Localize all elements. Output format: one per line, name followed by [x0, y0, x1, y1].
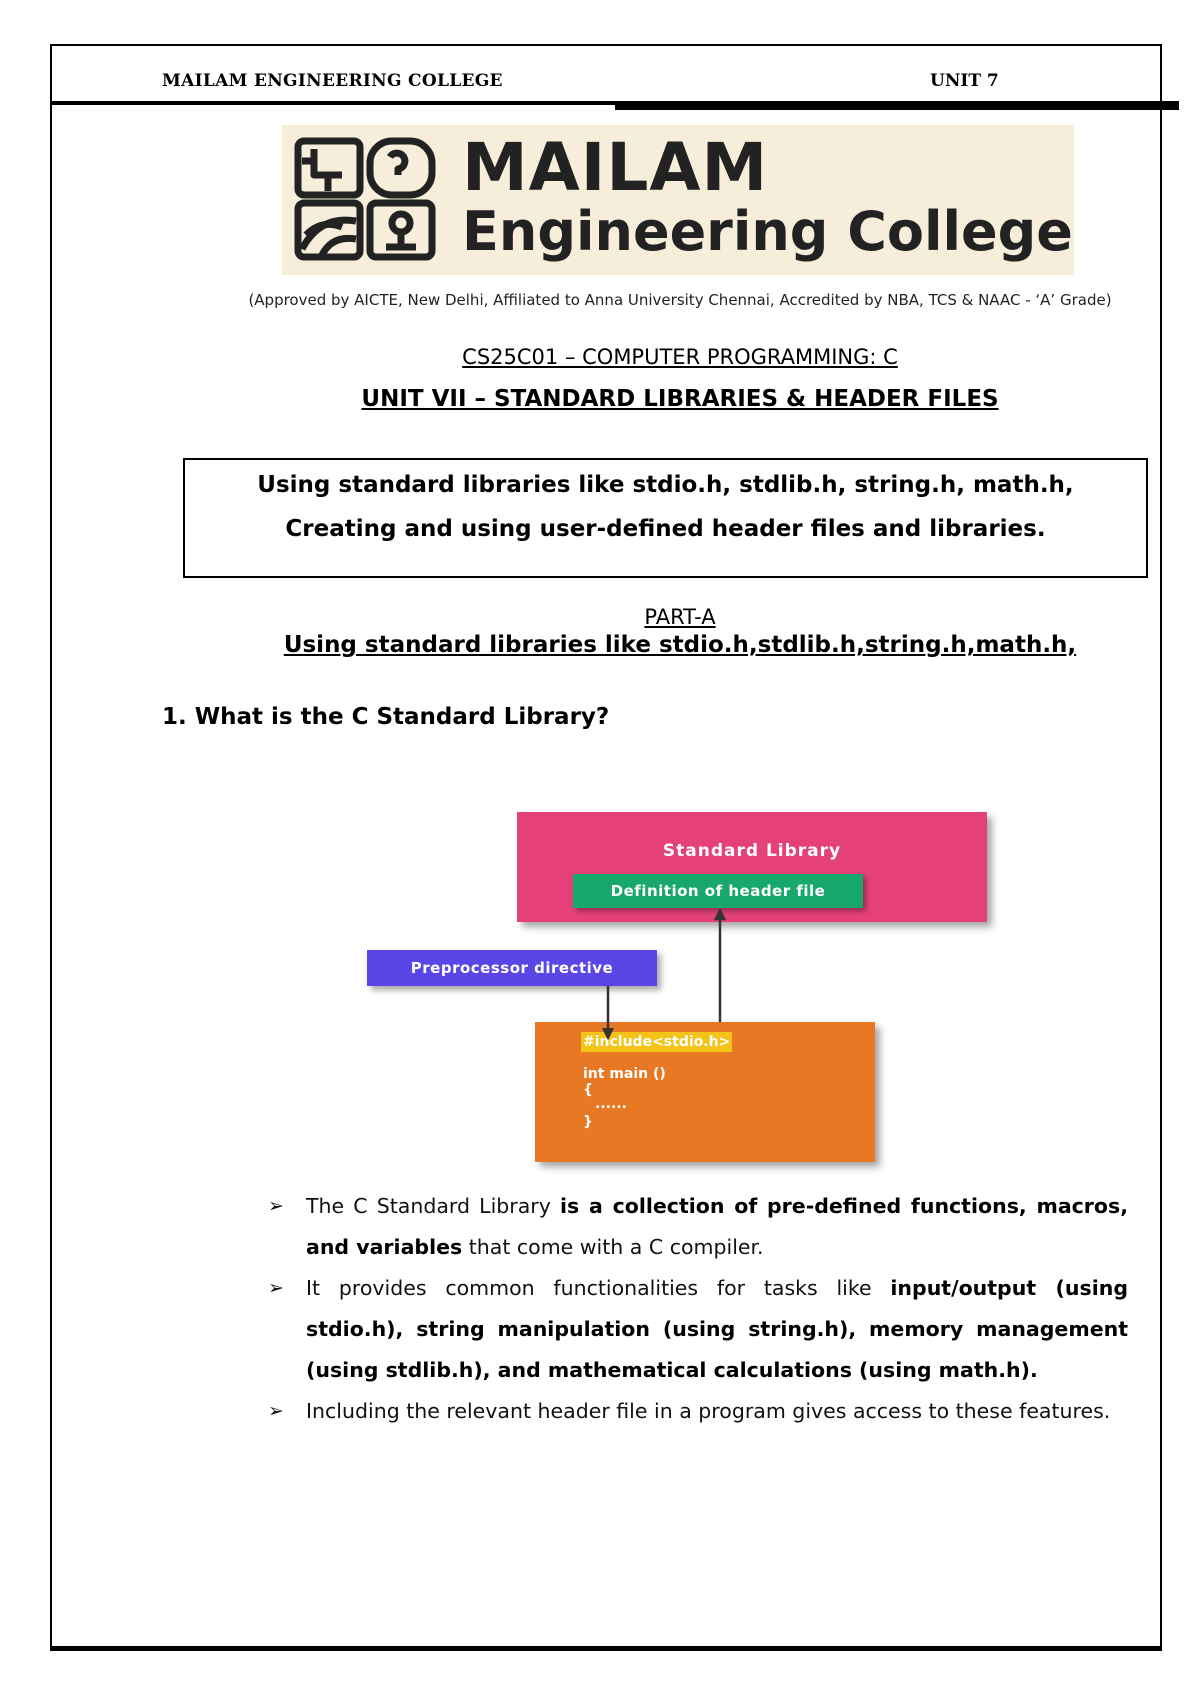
code-main-line: int main () — [583, 1066, 666, 1082]
bullet-text: The C Standard Library — [306, 1194, 560, 1218]
bullet-text: It provides common functionalities for tasks like — [306, 1276, 891, 1300]
footer-rule — [50, 1646, 1162, 1651]
standard-library-label: Standard Library — [662, 841, 842, 861]
logo-wordmark-line2: Engineering College — [462, 200, 1073, 263]
unit-title: UNIT VII – STANDARD LIBRARIES & HEADER FILES — [361, 386, 999, 412]
code-close-brace: } — [583, 1114, 593, 1130]
college-logo — [282, 125, 1074, 275]
header-college-name: MAILAM ENGINEERING COLLEGE — [162, 71, 503, 91]
bullet-text: that come with a C compiler. — [462, 1235, 764, 1259]
arrowhead-bullet-icon: ➢ — [268, 1195, 284, 1217]
header-unit: UNIT 7 — [930, 71, 999, 91]
header-file-diagram — [360, 808, 1000, 1168]
bullet-item — [268, 1391, 1128, 1432]
code-open-brace: { — [583, 1082, 593, 1098]
bullet-emphasis: input/output (using stdio.h), string manipulation (using string.h), memory management (using stdlib.h), and mathematical calculations (using math.h). — [306, 1276, 1128, 1382]
arrowhead-bullet-icon: ➢ — [268, 1277, 284, 1299]
part-label: PART-A — [644, 605, 716, 629]
header-rule-thick — [615, 101, 1179, 110]
preprocessor-directive-box: Preprocessor directive — [367, 950, 657, 986]
topic-line-1: Using standard libraries like stdio.h, stdlib.h, string.h, math.h, — [257, 472, 1074, 498]
bullet-item — [268, 1186, 1128, 1268]
bullet-text: Including the relevant header file in a program gives access to these features. — [306, 1399, 1111, 1423]
include-line: #include<stdio.h> — [583, 1034, 731, 1050]
code-body-line: ...... — [595, 1096, 627, 1112]
accreditation-note: (Approved by AICTE, New Delhi, Affiliated to Anna University Chennai, Accredited by NBA, TCS & NAAC - ‘A’ Grade) — [248, 291, 1112, 309]
college-emblem-icon — [292, 135, 442, 265]
topic-line-2: Creating and using user-defined header files and libraries. — [285, 516, 1046, 542]
part-subtitle: Using standard libraries like stdio.h,stdlib.h,string.h,math.h, — [283, 632, 1077, 658]
diagram-arrows — [360, 808, 1000, 1168]
bullet-emphasis: is a collection of pre-defined functions, macros, and variables — [306, 1194, 1128, 1259]
bullet-item — [268, 1268, 1128, 1391]
course-title: CS25C01 – COMPUTER PROGRAMMING: C — [462, 345, 898, 369]
logo-wordmark-line1: MAILAM — [462, 129, 769, 206]
topics-box — [183, 458, 1148, 578]
header-rule — [50, 101, 615, 105]
question-heading: 1. What is the C Standard Library? — [162, 704, 610, 730]
bullet-list — [268, 1186, 1128, 1432]
definition-label-box: Definition of header file — [573, 874, 863, 908]
arrowhead-bullet-icon: ➢ — [268, 1400, 284, 1422]
